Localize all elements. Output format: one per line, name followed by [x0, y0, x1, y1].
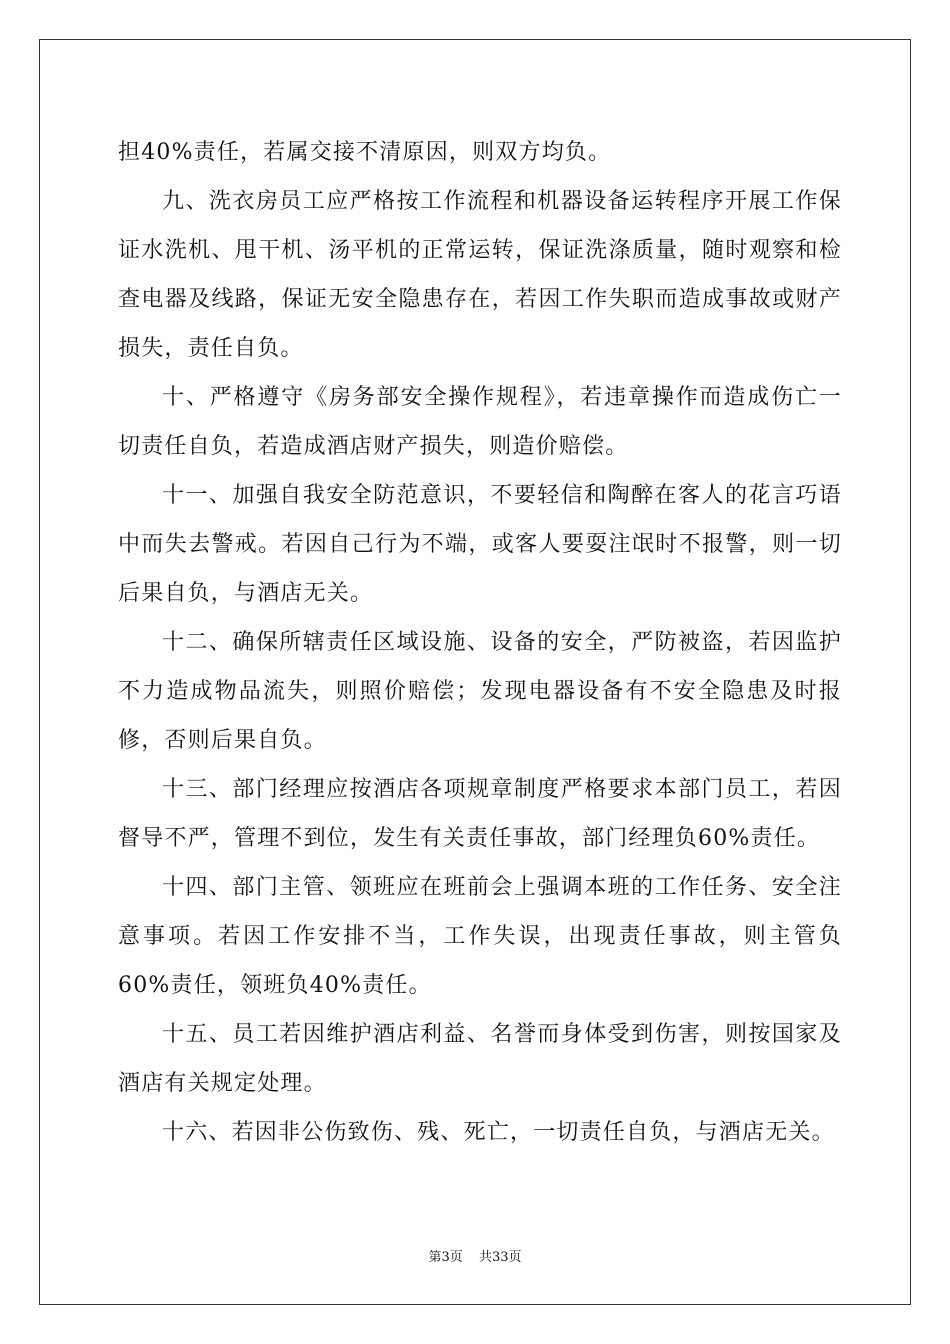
- paragraph-clause-11: 十一、加强自我安全防范意识，不要轻信和陶醉在客人的花言巧语中而失去警戒。若因自己行为不端，或客人要耍注氓时不报警，则一切后果自负，与酒店无关。: [118, 483, 842, 606]
- paragraph-clause-14: 十四、部门主管、领班应在班前会上强调本班的工作任务、安全注意事项。若因工作安排不当，工作失误，出现责任事故，则主管负60%责任，领班负40%责任。: [118, 875, 842, 998]
- paragraph-continuation: 担40%责任，若属交接不清原因，则双方均负。: [118, 140, 612, 165]
- paragraph-clause-13: 十三、部门经理应按酒店各项规章制度严格要求本部门员工，若因督导不严，管理不到位，发生有关责任事故，部门经理负60%责任。: [118, 777, 842, 851]
- paragraph-clause-16: 十六、若因非公伤致伤、残、死亡，一切责任自负，与酒店无关。: [162, 1120, 835, 1145]
- paragraph-clause-9: 九、洗衣房员工应严格按工作流程和机器设备运转程序开展工作保证水洗机、甩干机、汤平机的正常运转，保证洗涤质量，随时观察和检查电器及线路，保证无安全隐患存在，若因工作失职而造成事故或财产损失，责任自负。: [118, 189, 842, 361]
- paragraph-clause-10: 十、严格遵守《房务部安全操作规程》，若违章操作而造成伤亡一切责任自负，若造成酒店财产损失，则造价赔偿。: [118, 385, 842, 459]
- page-footer: [0, 1246, 950, 1265]
- paragraph-clause-15: 十五、员工若因维护酒店利益、名誉而身体受到伤害，则按国家及酒店有关规定处理。: [118, 1022, 842, 1096]
- page-number: 第3页: [428, 1250, 463, 1265]
- total-pages: 共33页: [478, 1250, 522, 1265]
- document-body: [118, 128, 842, 1157]
- paragraph-clause-12: 十二、确保所辖责任区域设施、设备的安全，严防被盗，若因监护不力造成物品流失，则照价赔偿；发现电器设备有不安全隐患及时报修，否则后果自负。: [118, 630, 842, 753]
